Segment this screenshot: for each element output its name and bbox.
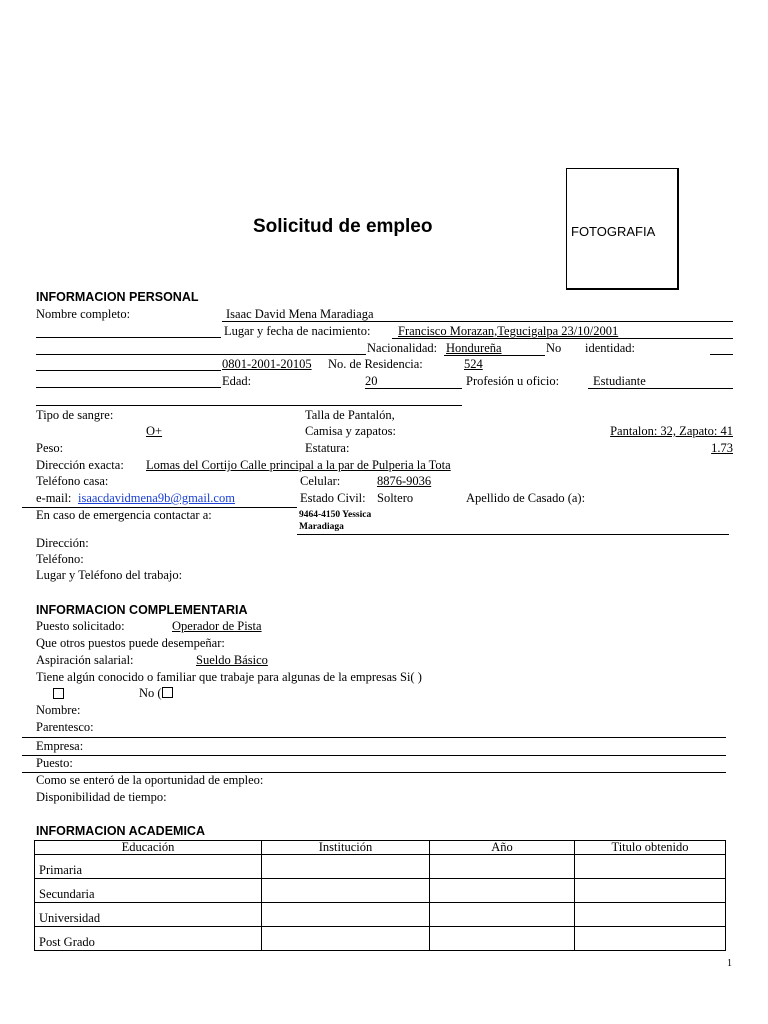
height-value: 1.73 xyxy=(711,441,733,455)
column-header: Educación xyxy=(35,841,262,855)
blood-label: Tipo de sangre: xyxy=(36,408,114,422)
table-cell[interactable] xyxy=(430,927,575,951)
company-label: Empresa: xyxy=(36,739,84,753)
id-value: 0801-2001-20105 xyxy=(222,357,312,371)
birth-line xyxy=(392,338,733,339)
job-label: Puesto: xyxy=(36,756,73,770)
personal-info-heading: INFORMACION PERSONAL xyxy=(36,290,199,304)
salary-label: Aspiración salarial: xyxy=(36,653,134,667)
emergency-value-line xyxy=(297,534,729,535)
id-label: identidad: xyxy=(585,341,635,355)
residence-value: 524 xyxy=(464,357,483,371)
table-row xyxy=(35,855,726,879)
blood-value: O+ xyxy=(146,424,163,438)
table-cell[interactable] xyxy=(262,927,430,951)
no-label: No ( xyxy=(139,686,162,700)
pants-label: Talla de Pantalón, xyxy=(305,408,395,422)
emergency-label: En caso de emergencia contactar a: xyxy=(36,508,212,522)
profession-value: Estudiante xyxy=(593,374,646,388)
page-title: Solicitud de empleo xyxy=(253,216,433,237)
residence-label: No. de Residencia: xyxy=(328,357,423,371)
phone-label: Teléfono: xyxy=(36,552,84,566)
company-line xyxy=(22,755,726,756)
photo-box xyxy=(566,168,679,290)
column-header: Titulo obtenido xyxy=(575,841,726,855)
blank-line xyxy=(36,387,221,388)
work-label: Lugar y Teléfono del trabajo: xyxy=(36,568,183,582)
birth-value: Francisco Morazan,Tegucigalpa 23/10/2001 xyxy=(398,324,619,338)
civil-value: Soltero xyxy=(377,491,414,505)
blank-line xyxy=(36,337,221,338)
table-row xyxy=(35,879,726,903)
table-cell[interactable] xyxy=(430,855,575,879)
age-label: Edad: xyxy=(222,374,252,388)
row-label: Secundaria xyxy=(35,879,262,903)
weight-label: Peso: xyxy=(36,441,64,455)
row-label: Universidad xyxy=(35,903,262,927)
nationality-label: Nacionalidad: xyxy=(367,341,438,355)
yes-checkbox[interactable] xyxy=(53,687,64,702)
home-phone-label: Teléfono casa: xyxy=(36,474,109,488)
table-cell[interactable] xyxy=(262,879,430,903)
civil-label: Estado Civil: xyxy=(300,491,366,505)
position-label: Puesto solicitado: xyxy=(36,619,125,633)
separator-line xyxy=(36,405,462,406)
height-label: Estatura: xyxy=(305,441,350,455)
checkbox-icon xyxy=(53,688,64,699)
table-cell[interactable] xyxy=(430,903,575,927)
row-label: Primaria xyxy=(35,855,262,879)
id-line xyxy=(710,354,733,355)
table-cell[interactable] xyxy=(262,855,430,879)
nationality-line xyxy=(444,355,545,356)
name-line xyxy=(222,321,733,322)
nationality-value: Hondureña xyxy=(446,341,502,355)
name-value: Isaac David Mena Maradiaga xyxy=(226,307,374,321)
acquaintance-question: Tiene algún conocido o familiar que trabaje para algunas de la empresas Si( ) xyxy=(36,670,422,684)
photo-label: FOTOGRAFIA xyxy=(571,224,656,239)
age-line xyxy=(365,388,462,389)
no-option[interactable] xyxy=(139,686,173,701)
name-label: Nombre completo: xyxy=(36,307,131,321)
table-row xyxy=(35,903,726,927)
relation-label: Parentesco: xyxy=(36,720,94,734)
cell-label: Celular: xyxy=(300,474,341,488)
availability-label: Disponibilidad de tiempo: xyxy=(36,790,167,804)
table-cell[interactable] xyxy=(430,879,575,903)
address-label: Dirección exacta: xyxy=(36,458,124,472)
emergency-value-2: Maradiaga xyxy=(299,522,344,532)
id-label-no: No xyxy=(546,341,562,355)
table-cell[interactable] xyxy=(575,879,726,903)
source-label: Como se enteró de la oportunidad de empleo: xyxy=(36,773,264,787)
academic-table xyxy=(34,840,726,951)
row-label: Post Grado xyxy=(35,927,262,951)
emergency-value-1: 9464-4150 Yessica xyxy=(299,510,372,520)
sizes-value: Pantalon: 32, Zapato: 41 xyxy=(610,424,733,438)
column-header: Año xyxy=(430,841,575,855)
table-cell[interactable] xyxy=(575,927,726,951)
academic-heading: INFORMACION ACADEMICA xyxy=(36,824,205,838)
profession-label: Profesión u oficio: xyxy=(466,374,560,388)
relation-line xyxy=(22,737,726,738)
other-positions-label: Que otros puestos puede desempeñar: xyxy=(36,636,225,650)
blank-line xyxy=(36,370,221,371)
table-cell[interactable] xyxy=(262,903,430,927)
direction-label: Dirección: xyxy=(36,536,89,550)
page-number: 1 xyxy=(727,958,732,969)
email-link[interactable]: isaacdavidmena9b@gmail.com xyxy=(78,491,235,505)
table-header-row xyxy=(35,841,726,855)
married-label: Apellido de Casado (a): xyxy=(466,491,586,505)
table-cell[interactable] xyxy=(575,903,726,927)
acq-name-label: Nombre: xyxy=(36,703,81,717)
position-value: Operador de Pista xyxy=(172,619,262,633)
table-row xyxy=(35,927,726,951)
cell-value: 8876-9036 xyxy=(377,474,432,488)
age-value: 20 xyxy=(365,374,378,388)
salary-value: Sueldo Básico xyxy=(196,653,268,667)
profession-line xyxy=(588,388,733,389)
birth-label: Lugar y fecha de nacimiento: xyxy=(224,324,371,338)
column-header: Institución xyxy=(262,841,430,855)
complementary-heading: INFORMACION COMPLEMENTARIA xyxy=(36,603,248,617)
checkbox-icon xyxy=(162,687,173,698)
table-cell[interactable] xyxy=(575,855,726,879)
address-value: Lomas del Cortijo Calle principal a la par de Pulperia la Tota xyxy=(146,458,451,472)
shirt-label: Camisa y zapatos: xyxy=(305,424,396,438)
blank-line xyxy=(36,354,366,355)
email-label: e-mail: xyxy=(36,491,72,505)
